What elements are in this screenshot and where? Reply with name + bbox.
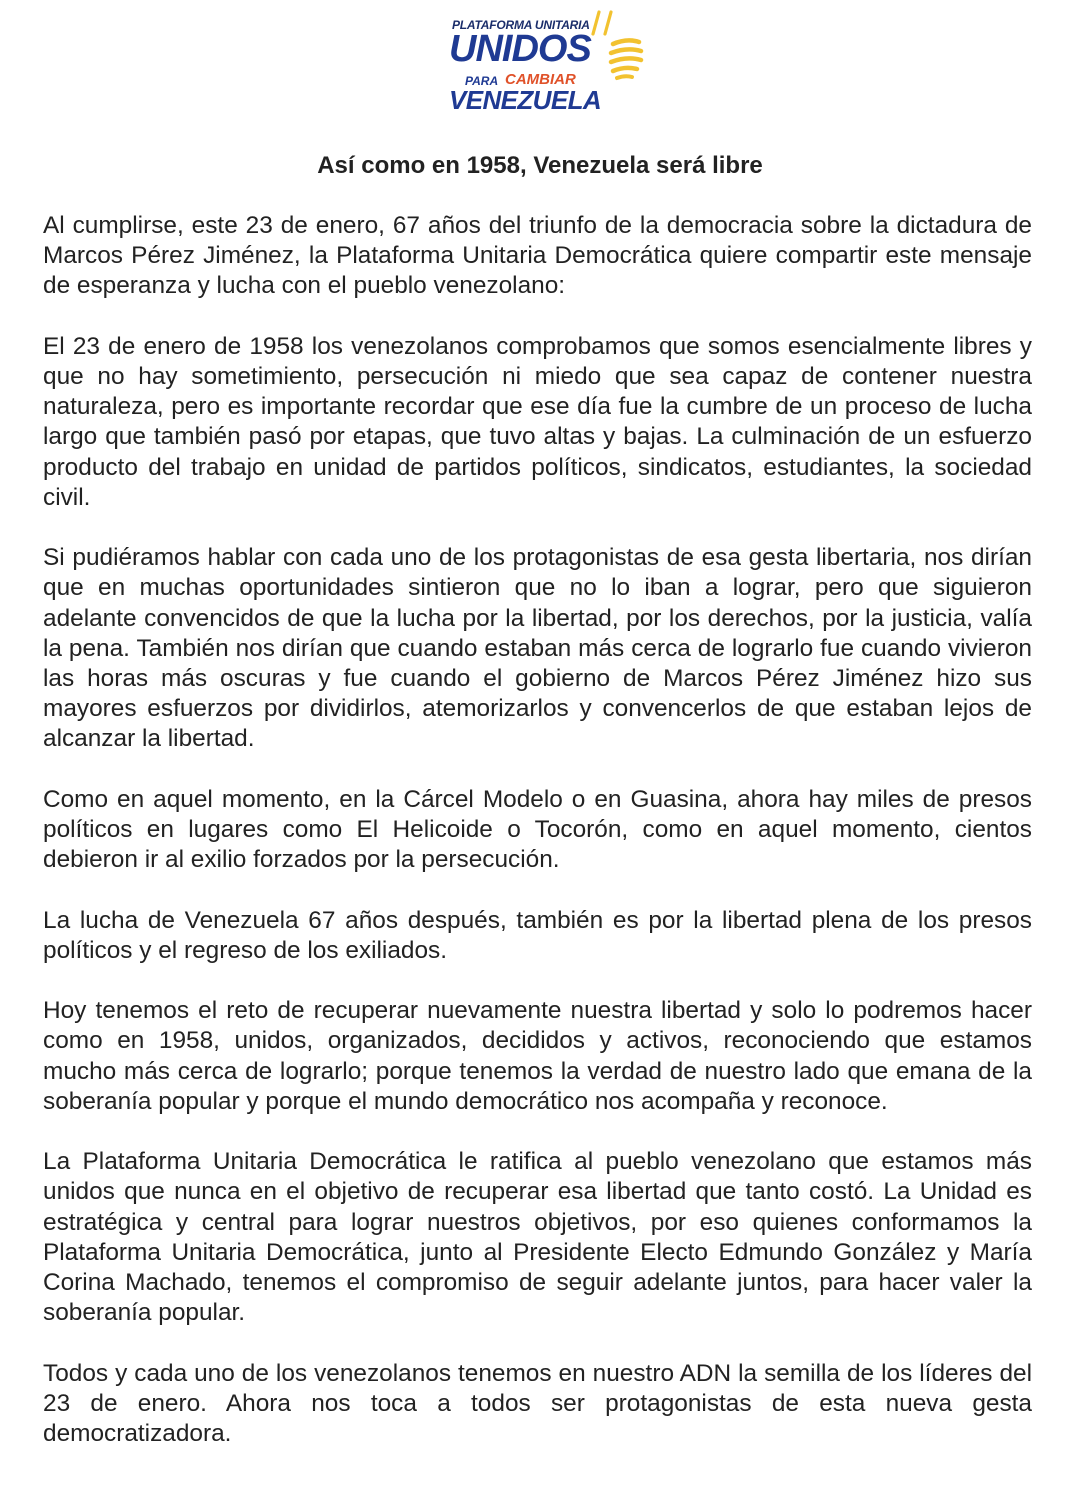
document-title: Así como en 1958, Venezuela será libre: [317, 152, 763, 179]
paragraph: El 23 de enero de 1958 los venezolanos comprobamos que somos esencialmente libres y que no hay sometimiento, persecución ni miedo que sea capaz de contener nuestra naturaleza, pero es importante recordar que ese día fue la cumbre de un proceso de lucha largo que también pasó por etapas, que tuvo altas y bajas. La culminación de un esfuerzo producto del trabajo en unidad de partidos políticos, sindicatos, estudiantes, la sociedad civil.: [43, 332, 1032, 511]
paragraph: La lucha de Venezuela 67 años después, también es por la libertad plena de los presos políticos y el regreso de los exiliados.: [43, 906, 1032, 964]
paragraph: Como en aquel momento, en la Cárcel Modelo o en Guasina, ahora hay miles de presos políticos en lugares como El Helicoide o Tocorón, como en aquel momento, cientos debieron ir al exilio forzados por la persecución.: [43, 785, 1032, 874]
plataforma-unitaria-logo: [449, 10, 649, 116]
document-body: [43, 211, 1032, 1479]
paragraph: Hoy tenemos el reto de recuperar nuevamente nuestra libertad y solo lo podremos hacer como en 1958, unidos, organizados, decididos y activos, reconociendo que estamos mucho más cerca de lograrlo; porque tenemos la verdad de nuestro lado que emana de la soberanía popular y porque el mundo democrático nos acompaña y reconoce.: [43, 997, 1032, 1115]
logo-para-text: PARA: [465, 74, 499, 88]
logo-unidos-text: UNIDOS: [449, 28, 591, 70]
logo-cambiar-text: CAMBIAR: [505, 71, 576, 88]
paragraph: La Plataforma Unitaria Democrática le ratifica al pueblo venezolano que estamos más unidos que nunca en el objetivo de recuperar esa libertad que tanto costó. La Unidad es estratégica y central para lograr nuestros objetivos, por eso quienes conformamos la Plataforma Unitaria Democrática, junto al Presidente Electo Edmundo González y María Corina Machado, tenemos el compromiso de seguir adelante juntos, para hacer valer la soberanía popular.: [43, 1148, 1032, 1327]
paragraph: Al cumplirse, este 23 de enero, 67 años del triunfo de la democracia sobre la dictadura de Marcos Pérez Jiménez, la Plataforma Unitaria Democrática quiere compartir este mensaje de esperanza y lucha con el pueblo venezolano:: [43, 212, 1032, 300]
logo-slashes-icon: [591, 10, 615, 36]
paragraph: Todos y cada uno de los venezolanos tenemos en nuestro ADN la semilla de los líderes del 23 de enero. Ahora nos toca a todos ser protagonistas de esta nueva gesta democratizadora.: [43, 1359, 1032, 1448]
logo-venezuela-text: VENEZUELA: [449, 85, 602, 115]
paragraph: Si pudiéramos hablar con cada uno de los protagonistas de esa gesta libertaria, nos dirían que en muchas oportunidades sintieron que no lo iban a lograr, pero que siguieron adelante convencidos de que la lucha por la libertad, por los derechos, por la justicia, valía la pena. También nos dirían que cuando estaban más cerca de lograrlo fue cuando vivieron las horas más oscuras y fue cuando el gobierno de Marcos Pérez Jiménez hizo sus mayores esfuerzos por dividirlos, atemorizarlos y convencerlos de que estaban lejos de alcanzar la libertad.: [43, 544, 1032, 753]
logo-top-text: PLATAFORMA UNITARIA: [452, 18, 590, 32]
raised-hand-icon: [605, 34, 645, 82]
